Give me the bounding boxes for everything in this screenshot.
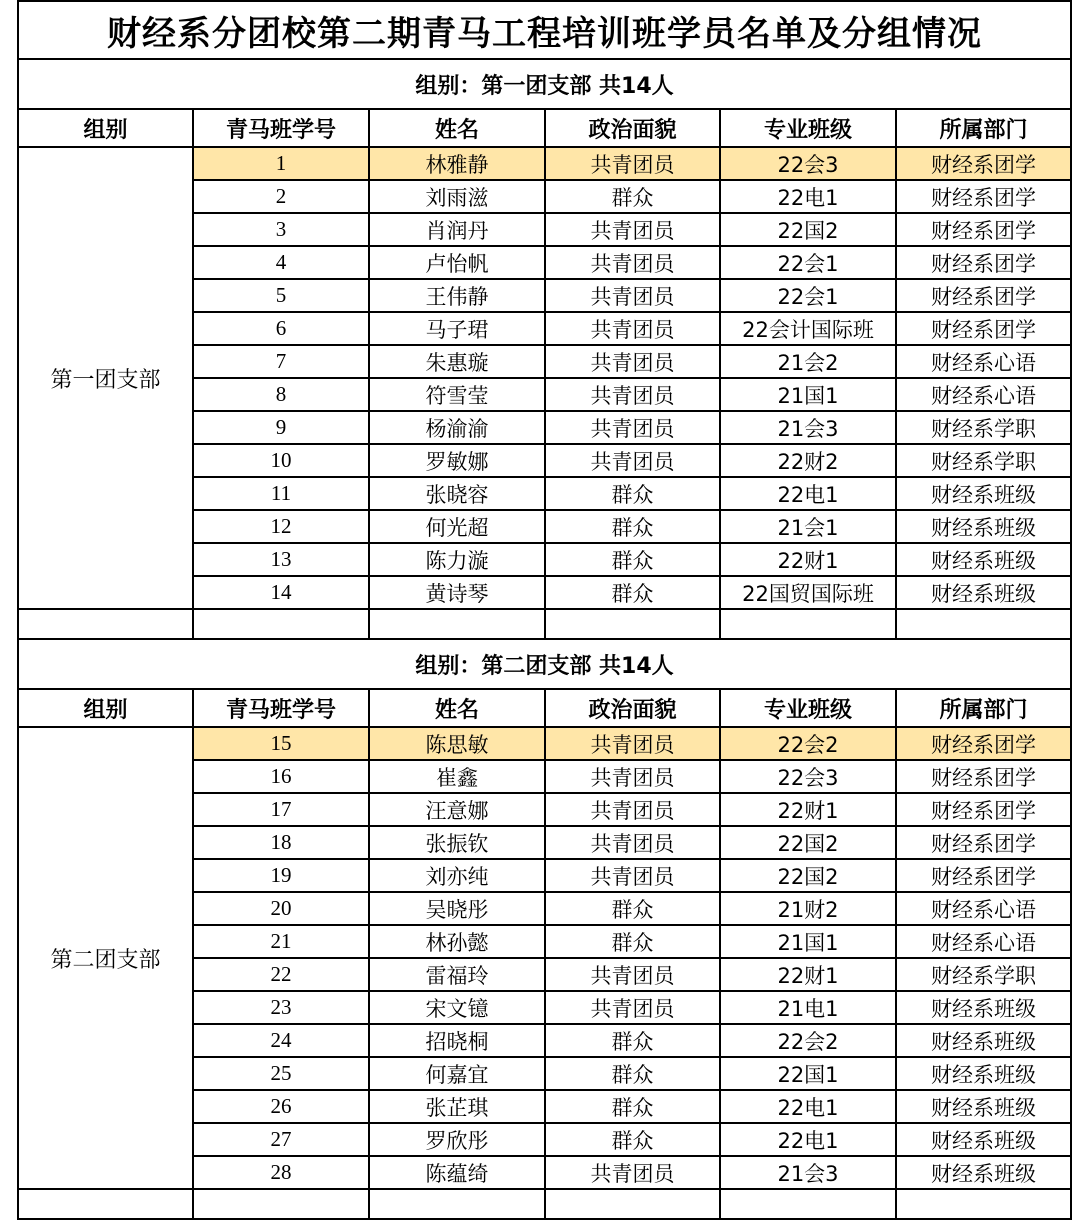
cell-id: 4 [193, 246, 369, 279]
blank-cell [896, 1189, 1071, 1219]
column-header-political: 政治面貌 [545, 689, 720, 727]
blank-cell [193, 609, 369, 639]
group-banner-row [18, 639, 1071, 689]
column-header-row [18, 689, 1071, 727]
cell-political: 共青团员 [545, 279, 720, 312]
cell-id: 12 [193, 510, 369, 543]
cell-political: 群众 [545, 477, 720, 510]
cell-id: 23 [193, 991, 369, 1024]
cell-political: 共青团员 [545, 826, 720, 859]
cell-political: 群众 [545, 180, 720, 213]
column-header-id: 青马班学号 [193, 109, 369, 147]
cell-name: 吴晓彤 [369, 892, 545, 925]
cell-political: 群众 [545, 543, 720, 576]
cell-name: 朱惠璇 [369, 345, 545, 378]
blank-cell [720, 1189, 896, 1219]
cell-id: 26 [193, 1090, 369, 1123]
blank-cell [545, 1189, 720, 1219]
blank-cell [896, 609, 1071, 639]
blank-cell [545, 609, 720, 639]
cell-name: 张芷琪 [369, 1090, 545, 1123]
cell-class: 22会2 [720, 1024, 896, 1057]
cell-class: 22财1 [720, 793, 896, 826]
cell-dept: 财经系团学 [896, 180, 1071, 213]
cell-class: 22电1 [720, 1090, 896, 1123]
cell-id: 24 [193, 1024, 369, 1057]
cell-political: 群众 [545, 576, 720, 609]
cell-class: 22电1 [720, 180, 896, 213]
cell-dept: 财经系班级 [896, 543, 1071, 576]
cell-dept: 财经系心语 [896, 892, 1071, 925]
group-banner: 组别：第二团支部 共14人 [18, 639, 1071, 689]
column-header-name: 姓名 [369, 109, 545, 147]
cell-name: 马子珺 [369, 312, 545, 345]
cell-political: 群众 [545, 1024, 720, 1057]
cell-class: 22国2 [720, 213, 896, 246]
cell-dept: 财经系学职 [896, 958, 1071, 991]
cell-id: 3 [193, 213, 369, 246]
cell-dept: 财经系团学 [896, 279, 1071, 312]
cell-class: 22国2 [720, 826, 896, 859]
cell-dept: 财经系团学 [896, 793, 1071, 826]
cell-dept: 财经系班级 [896, 1024, 1071, 1057]
cell-dept: 财经系班级 [896, 991, 1071, 1024]
cell-class: 22会2 [720, 727, 896, 760]
roster-table [17, 0, 1072, 1220]
cell-political: 共青团员 [545, 345, 720, 378]
cell-political: 共青团员 [545, 727, 720, 760]
cell-name: 何光超 [369, 510, 545, 543]
cell-dept: 财经系班级 [896, 1057, 1071, 1090]
cell-class: 21国1 [720, 378, 896, 411]
column-header-dept: 所属部门 [896, 689, 1071, 727]
cell-id: 19 [193, 859, 369, 892]
cell-dept: 财经系班级 [896, 576, 1071, 609]
column-header-class: 专业班级 [720, 109, 896, 147]
cell-name: 张晓容 [369, 477, 545, 510]
cell-name: 何嘉宜 [369, 1057, 545, 1090]
cell-name: 黄诗琴 [369, 576, 545, 609]
cell-name: 林雅静 [369, 147, 545, 180]
cell-name: 肖润丹 [369, 213, 545, 246]
cell-name: 刘亦纯 [369, 859, 545, 892]
table-row [18, 727, 1071, 760]
cell-id: 25 [193, 1057, 369, 1090]
cell-class: 21会2 [720, 345, 896, 378]
cell-id: 15 [193, 727, 369, 760]
cell-name: 张振钦 [369, 826, 545, 859]
cell-class: 22会3 [720, 760, 896, 793]
cell-id: 7 [193, 345, 369, 378]
cell-name: 陈蕴绮 [369, 1156, 545, 1189]
cell-class: 22财1 [720, 543, 896, 576]
cell-class: 22电1 [720, 1123, 896, 1156]
cell-dept: 财经系学职 [896, 444, 1071, 477]
cell-political: 共青团员 [545, 213, 720, 246]
cell-political: 群众 [545, 1123, 720, 1156]
cell-id: 27 [193, 1123, 369, 1156]
cell-dept: 财经系班级 [896, 477, 1071, 510]
cell-dept: 财经系团学 [896, 760, 1071, 793]
cell-class: 22国2 [720, 859, 896, 892]
table-row [18, 147, 1071, 180]
cell-dept: 财经系班级 [896, 1090, 1071, 1123]
cell-political: 共青团员 [545, 793, 720, 826]
cell-dept: 财经系团学 [896, 147, 1071, 180]
blank-cell [369, 1189, 545, 1219]
cell-political: 共青团员 [545, 411, 720, 444]
cell-class: 22会3 [720, 147, 896, 180]
cell-dept: 财经系班级 [896, 510, 1071, 543]
blank-cell [18, 1189, 193, 1219]
cell-class: 21会3 [720, 411, 896, 444]
cell-id: 14 [193, 576, 369, 609]
cell-political: 共青团员 [545, 147, 720, 180]
cell-political: 群众 [545, 892, 720, 925]
blank-row [18, 609, 1071, 639]
cell-political: 共青团员 [545, 312, 720, 345]
cell-dept: 财经系心语 [896, 925, 1071, 958]
cell-dept: 财经系团学 [896, 246, 1071, 279]
cell-class: 21电1 [720, 991, 896, 1024]
column-header-political: 政治面貌 [545, 109, 720, 147]
cell-name: 招晓桐 [369, 1024, 545, 1057]
cell-name: 罗欣彤 [369, 1123, 545, 1156]
cell-name: 林孙懿 [369, 925, 545, 958]
group-name-cell: 第二团支部 [18, 727, 193, 1189]
blank-cell [720, 609, 896, 639]
cell-id: 28 [193, 1156, 369, 1189]
cell-political: 群众 [545, 510, 720, 543]
cell-id: 1 [193, 147, 369, 180]
column-header-row [18, 109, 1071, 147]
cell-class: 22国1 [720, 1057, 896, 1090]
cell-political: 共青团员 [545, 1156, 720, 1189]
cell-political: 共青团员 [545, 444, 720, 477]
blank-cell [18, 609, 193, 639]
column-header-id: 青马班学号 [193, 689, 369, 727]
cell-class: 22会计国际班 [720, 312, 896, 345]
cell-dept: 财经系学职 [896, 411, 1071, 444]
cell-political: 共青团员 [545, 378, 720, 411]
roster-body [18, 1, 1071, 1219]
cell-name: 陈思敏 [369, 727, 545, 760]
cell-dept: 财经系班级 [896, 1156, 1071, 1189]
cell-name: 卢怡帆 [369, 246, 545, 279]
cell-political: 共青团员 [545, 760, 720, 793]
cell-id: 2 [193, 180, 369, 213]
column-header-dept: 所属部门 [896, 109, 1071, 147]
cell-id: 6 [193, 312, 369, 345]
cell-class: 21国1 [720, 925, 896, 958]
cell-name: 汪意娜 [369, 793, 545, 826]
cell-class: 22会1 [720, 279, 896, 312]
cell-id: 13 [193, 543, 369, 576]
cell-id: 11 [193, 477, 369, 510]
cell-id: 21 [193, 925, 369, 958]
blank-row [18, 1189, 1071, 1219]
cell-political: 共青团员 [545, 246, 720, 279]
column-header-group: 组别 [18, 689, 193, 727]
cell-id: 16 [193, 760, 369, 793]
cell-class: 21会3 [720, 1156, 896, 1189]
group-banner: 组别：第一团支部 共14人 [18, 59, 1071, 109]
blank-cell [193, 1189, 369, 1219]
cell-political: 群众 [545, 1090, 720, 1123]
cell-name: 王伟静 [369, 279, 545, 312]
cell-class: 22财2 [720, 444, 896, 477]
cell-id: 9 [193, 411, 369, 444]
cell-id: 17 [193, 793, 369, 826]
cell-class: 21财2 [720, 892, 896, 925]
cell-class: 22财1 [720, 958, 896, 991]
cell-class: 22电1 [720, 477, 896, 510]
cell-id: 10 [193, 444, 369, 477]
cell-class: 21会1 [720, 510, 896, 543]
blank-cell [369, 609, 545, 639]
cell-dept: 财经系心语 [896, 345, 1071, 378]
cell-political: 共青团员 [545, 958, 720, 991]
column-header-group: 组别 [18, 109, 193, 147]
cell-class: 22会1 [720, 246, 896, 279]
column-header-name: 姓名 [369, 689, 545, 727]
cell-dept: 财经系团学 [896, 312, 1071, 345]
cell-id: 8 [193, 378, 369, 411]
cell-dept: 财经系团学 [896, 826, 1071, 859]
cell-political: 共青团员 [545, 859, 720, 892]
cell-id: 18 [193, 826, 369, 859]
cell-name: 杨渝渝 [369, 411, 545, 444]
cell-name: 崔鑫 [369, 760, 545, 793]
cell-name: 陈力漩 [369, 543, 545, 576]
group-banner-row [18, 59, 1071, 109]
cell-class: 22国贸国际班 [720, 576, 896, 609]
cell-id: 22 [193, 958, 369, 991]
cell-dept: 财经系团学 [896, 727, 1071, 760]
cell-name: 符雪莹 [369, 378, 545, 411]
cell-political: 群众 [545, 925, 720, 958]
cell-name: 宋文镱 [369, 991, 545, 1024]
cell-name: 罗敏娜 [369, 444, 545, 477]
cell-dept: 财经系心语 [896, 378, 1071, 411]
cell-name: 刘雨滋 [369, 180, 545, 213]
cell-political: 共青团员 [545, 991, 720, 1024]
cell-political: 群众 [545, 1057, 720, 1090]
page-title: 财经系分团校第二期青马工程培训班学员名单及分组情况 [18, 1, 1071, 59]
column-header-class: 专业班级 [720, 689, 896, 727]
cell-name: 雷福玲 [369, 958, 545, 991]
cell-dept: 财经系团学 [896, 213, 1071, 246]
title-row [18, 1, 1071, 59]
cell-id: 20 [193, 892, 369, 925]
group-name-cell: 第一团支部 [18, 147, 193, 609]
cell-id: 5 [193, 279, 369, 312]
cell-dept: 财经系班级 [896, 1123, 1071, 1156]
cell-dept: 财经系团学 [896, 859, 1071, 892]
